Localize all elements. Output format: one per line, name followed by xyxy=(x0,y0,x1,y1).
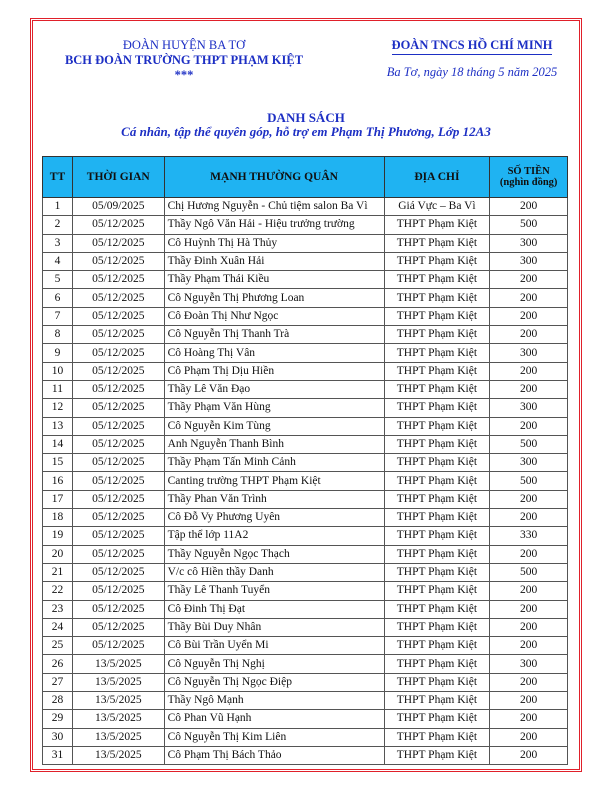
table-row xyxy=(43,435,568,453)
header-tt: TT xyxy=(43,157,73,198)
cell-amount: 500 xyxy=(490,216,568,234)
cell-address: THPT Phạm Kiệt xyxy=(384,472,490,490)
cell-time: 05/12/2025 xyxy=(72,326,164,344)
cell-donor: Cô Hoàng Thị Vân xyxy=(164,344,384,362)
cell-time: 13/5/2025 xyxy=(72,728,164,746)
header-amount: SỐ TIỀN (nghìn đồng) xyxy=(490,157,568,198)
cell-address: THPT Phạm Kiệt xyxy=(384,582,490,600)
cell-time: 05/12/2025 xyxy=(72,472,164,490)
cell-time: 05/12/2025 xyxy=(72,252,164,270)
table-row xyxy=(43,326,568,344)
table-row xyxy=(43,600,568,618)
cell-amount: 300 xyxy=(490,344,568,362)
cell-amount: 330 xyxy=(490,527,568,545)
cell-donor: Cô Nguyễn Thị Phương Loan xyxy=(164,289,384,307)
cell-time: 05/12/2025 xyxy=(72,380,164,398)
table-row xyxy=(43,417,568,435)
cell-time: 05/12/2025 xyxy=(72,637,164,655)
cell-tt: 17 xyxy=(43,490,73,508)
cell-address: THPT Phạm Kiệt xyxy=(384,710,490,728)
table-row xyxy=(43,289,568,307)
cell-time: 13/5/2025 xyxy=(72,655,164,673)
cell-tt: 6 xyxy=(43,289,73,307)
cell-tt: 3 xyxy=(43,234,73,252)
cell-tt: 19 xyxy=(43,527,73,545)
table-row xyxy=(43,582,568,600)
cell-tt: 14 xyxy=(43,435,73,453)
table-row xyxy=(43,637,568,655)
cell-time: 13/5/2025 xyxy=(72,692,164,710)
cell-address: THPT Phạm Kiệt xyxy=(384,307,490,325)
cell-address: THPT Phạm Kiệt xyxy=(384,234,490,252)
cell-tt: 30 xyxy=(43,728,73,746)
cell-donor: Canting trường THPT Phạm Kiệt xyxy=(164,472,384,490)
cell-tt: 2 xyxy=(43,216,73,234)
table-row xyxy=(43,728,568,746)
cell-tt: 31 xyxy=(43,746,73,764)
cell-amount: 200 xyxy=(490,362,568,380)
cell-donor: Thầy Ngô Mạnh xyxy=(164,692,384,710)
cell-address: THPT Phạm Kiệt xyxy=(384,545,490,563)
cell-donor: Thầy Lê Thanh Tuyển xyxy=(164,582,384,600)
cell-tt: 15 xyxy=(43,454,73,472)
cell-address: THPT Phạm Kiệt xyxy=(384,380,490,398)
cell-time: 05/12/2025 xyxy=(72,600,164,618)
cell-time: 13/5/2025 xyxy=(72,673,164,691)
cell-donor: Thầy Lê Văn Đạo xyxy=(164,380,384,398)
table-row xyxy=(43,490,568,508)
cell-tt: 21 xyxy=(43,563,73,581)
table-row xyxy=(43,527,568,545)
cell-address: THPT Phạm Kiệt xyxy=(384,362,490,380)
table-row xyxy=(43,216,568,234)
cell-address: THPT Phạm Kiệt xyxy=(384,454,490,472)
cell-amount: 200 xyxy=(490,509,568,527)
cell-donor: Thầy Bùi Duy Nhân xyxy=(164,618,384,636)
cell-tt: 22 xyxy=(43,582,73,600)
cell-tt: 26 xyxy=(43,655,73,673)
cell-address: THPT Phạm Kiệt xyxy=(384,655,490,673)
cell-address: THPT Phạm Kiệt xyxy=(384,271,490,289)
cell-donor: Thầy Nguyễn Ngọc Thạch xyxy=(164,545,384,563)
cell-amount: 200 xyxy=(490,289,568,307)
cell-address: THPT Phạm Kiệt xyxy=(384,746,490,764)
cell-tt: 7 xyxy=(43,307,73,325)
cell-amount: 200 xyxy=(490,728,568,746)
cell-donor: Cô Phạm Thị Bách Thảo xyxy=(164,746,384,764)
cell-address: THPT Phạm Kiệt xyxy=(384,527,490,545)
table-row xyxy=(43,509,568,527)
cell-amount: 500 xyxy=(490,435,568,453)
cell-address: THPT Phạm Kiệt xyxy=(384,326,490,344)
cell-donor: Cô Nguyễn Thị Nghị xyxy=(164,655,384,673)
cell-amount: 200 xyxy=(490,673,568,691)
table-row xyxy=(43,655,568,673)
cell-donor: V/c cô Hiền thầy Danh xyxy=(164,563,384,581)
school-union: BCH ĐOÀN TRƯỜNG THPT PHẠM KIỆT xyxy=(64,53,304,67)
cell-donor: Thầy Ngô Văn Hải - Hiệu trưởng trường xyxy=(164,216,384,234)
cell-address: Giá Vực – Ba Vì xyxy=(384,198,490,216)
cell-tt: 18 xyxy=(43,509,73,527)
cell-address: THPT Phạm Kiệt xyxy=(384,216,490,234)
cell-address: THPT Phạm Kiệt xyxy=(384,692,490,710)
table-row xyxy=(43,234,568,252)
cell-address: THPT Phạm Kiệt xyxy=(384,344,490,362)
table-row xyxy=(43,399,568,417)
table-row xyxy=(43,362,568,380)
cell-tt: 1 xyxy=(43,198,73,216)
cell-time: 05/12/2025 xyxy=(72,271,164,289)
cell-donor: Cô Đoàn Thị Như Ngọc xyxy=(164,307,384,325)
cell-amount: 300 xyxy=(490,234,568,252)
cell-time: 05/12/2025 xyxy=(72,582,164,600)
cell-donor: Cô Đỗ Vy Phương Uyên xyxy=(164,509,384,527)
cell-amount: 300 xyxy=(490,655,568,673)
header-address: ĐỊA CHỈ xyxy=(384,157,490,198)
table-row xyxy=(43,454,568,472)
cell-donor: Chị Hương Nguyễn - Chủ tiệm salon Ba Vì xyxy=(164,198,384,216)
cell-time: 05/12/2025 xyxy=(72,289,164,307)
separator-stars: *** xyxy=(174,68,194,82)
cell-amount: 200 xyxy=(490,637,568,655)
cell-tt: 28 xyxy=(43,692,73,710)
cell-time: 05/12/2025 xyxy=(72,216,164,234)
cell-donor: Cô Bùi Trần Uyển Mi xyxy=(164,637,384,655)
cell-address: THPT Phạm Kiệt xyxy=(384,435,490,453)
cell-amount: 200 xyxy=(490,326,568,344)
cell-time: 05/12/2025 xyxy=(72,399,164,417)
cell-tt: 25 xyxy=(43,637,73,655)
cell-tt: 11 xyxy=(43,380,73,398)
cell-donor: Cô Nguyễn Thị Thanh Trà xyxy=(164,326,384,344)
cell-time: 05/12/2025 xyxy=(72,435,164,453)
table-row xyxy=(43,618,568,636)
table-row xyxy=(43,252,568,270)
cell-time: 05/12/2025 xyxy=(72,307,164,325)
cell-tt: 29 xyxy=(43,710,73,728)
cell-donor: Cô Nguyễn Thị Ngọc Điệp xyxy=(164,673,384,691)
cell-donor: Cô Phạm Thị Dịu Hiền xyxy=(164,362,384,380)
district-union: ĐOÀN HUYỆN BA TƠ xyxy=(122,38,246,52)
cell-amount: 200 xyxy=(490,600,568,618)
cell-time: 05/09/2025 xyxy=(72,198,164,216)
cell-time: 05/12/2025 xyxy=(72,362,164,380)
cell-donor: Cô Nguyễn Thị Kim Liên xyxy=(164,728,384,746)
cell-donor: Thầy Phạm Thái Kiều xyxy=(164,271,384,289)
document-title: DANH SÁCH xyxy=(267,110,345,125)
cell-amount: 300 xyxy=(490,454,568,472)
cell-donor: Thầy Phạm Tấn Minh Cảnh xyxy=(164,454,384,472)
header-time: THỜI GIAN xyxy=(72,157,164,198)
cell-tt: 16 xyxy=(43,472,73,490)
table-row xyxy=(43,472,568,490)
cell-tt: 5 xyxy=(43,271,73,289)
cell-tt: 27 xyxy=(43,673,73,691)
table-row xyxy=(43,692,568,710)
cell-amount: 200 xyxy=(490,380,568,398)
cell-time: 05/12/2025 xyxy=(72,454,164,472)
donor-table xyxy=(42,156,568,765)
cell-donor: Thầy Phạm Văn Hùng xyxy=(164,399,384,417)
cell-tt: 20 xyxy=(43,545,73,563)
cell-address: THPT Phạm Kiệt xyxy=(384,399,490,417)
table-row xyxy=(43,198,568,216)
cell-address: THPT Phạm Kiệt xyxy=(384,563,490,581)
cell-tt: 8 xyxy=(43,326,73,344)
cell-address: THPT Phạm Kiệt xyxy=(384,490,490,508)
header-donor: MẠNH THƯỜNG QUÂN xyxy=(164,157,384,198)
table-body xyxy=(43,198,568,765)
cell-amount: 500 xyxy=(490,472,568,490)
cell-address: THPT Phạm Kiệt xyxy=(384,509,490,527)
cell-tt: 4 xyxy=(43,252,73,270)
document-date: Ba Tơ, ngày 18 tháng 5 năm 2025 xyxy=(386,65,558,79)
cell-donor: Cô Nguyễn Kim Tùng xyxy=(164,417,384,435)
cell-amount: 200 xyxy=(490,692,568,710)
cell-amount: 200 xyxy=(490,307,568,325)
cell-time: 05/12/2025 xyxy=(72,234,164,252)
cell-time: 05/12/2025 xyxy=(72,618,164,636)
cell-tt: 9 xyxy=(43,344,73,362)
cell-address: THPT Phạm Kiệt xyxy=(384,600,490,618)
cell-address: THPT Phạm Kiệt xyxy=(384,673,490,691)
cell-donor: Cô Phan Vũ Hạnh xyxy=(164,710,384,728)
cell-amount: 200 xyxy=(490,490,568,508)
cell-time: 13/5/2025 xyxy=(72,746,164,764)
cell-address: THPT Phạm Kiệt xyxy=(384,618,490,636)
cell-amount: 200 xyxy=(490,545,568,563)
cell-tt: 13 xyxy=(43,417,73,435)
issuer-block xyxy=(54,38,314,83)
cell-tt: 23 xyxy=(43,600,73,618)
cell-tt: 10 xyxy=(43,362,73,380)
cell-tt: 24 xyxy=(43,618,73,636)
cell-time: 05/12/2025 xyxy=(72,545,164,563)
table-row xyxy=(43,746,568,764)
cell-donor: Thầy Đinh Xuân Hải xyxy=(164,252,384,270)
table-row xyxy=(43,344,568,362)
cell-amount: 200 xyxy=(490,198,568,216)
table-row xyxy=(43,380,568,398)
cell-donor: Thầy Phan Văn Trình xyxy=(164,490,384,508)
cell-address: THPT Phạm Kiệt xyxy=(384,417,490,435)
cell-amount: 300 xyxy=(490,399,568,417)
cell-amount: 200 xyxy=(490,417,568,435)
cell-donor: Tập thể lớp 11A2 xyxy=(164,527,384,545)
cell-amount: 200 xyxy=(490,710,568,728)
cell-time: 05/12/2025 xyxy=(72,527,164,545)
cell-address: THPT Phạm Kiệt xyxy=(384,637,490,655)
cell-address: THPT Phạm Kiệt xyxy=(384,252,490,270)
org-name: ĐOÀN TNCS HỒ CHÍ MINH xyxy=(392,38,553,55)
cell-amount: 200 xyxy=(490,746,568,764)
cell-time: 05/12/2025 xyxy=(72,509,164,527)
table-row xyxy=(43,673,568,691)
cell-amount: 500 xyxy=(490,563,568,581)
cell-time: 05/12/2025 xyxy=(72,490,164,508)
cell-tt: 12 xyxy=(43,399,73,417)
cell-address: THPT Phạm Kiệt xyxy=(384,728,490,746)
table-row xyxy=(43,545,568,563)
cell-amount: 300 xyxy=(490,252,568,270)
cell-amount: 200 xyxy=(490,271,568,289)
org-block xyxy=(372,38,572,80)
cell-time: 05/12/2025 xyxy=(72,563,164,581)
document-subtitle: Cá nhân, tập thể quyên góp, hỗ trợ em Phạm Thị Phương, Lớp 12A3 xyxy=(121,124,491,139)
table-row xyxy=(43,271,568,289)
cell-amount: 200 xyxy=(490,582,568,600)
table-header-row xyxy=(43,157,568,198)
cell-time: 05/12/2025 xyxy=(72,417,164,435)
cell-donor: Cô Đinh Thị Đạt xyxy=(164,600,384,618)
cell-donor: Anh Nguyễn Thanh Bình xyxy=(164,435,384,453)
cell-donor: Cô Huỳnh Thị Hà Thủy xyxy=(164,234,384,252)
cell-amount: 200 xyxy=(490,618,568,636)
table-row xyxy=(43,710,568,728)
cell-time: 13/5/2025 xyxy=(72,710,164,728)
table-row xyxy=(43,307,568,325)
cell-address: THPT Phạm Kiệt xyxy=(384,289,490,307)
table-row xyxy=(43,563,568,581)
cell-time: 05/12/2025 xyxy=(72,344,164,362)
